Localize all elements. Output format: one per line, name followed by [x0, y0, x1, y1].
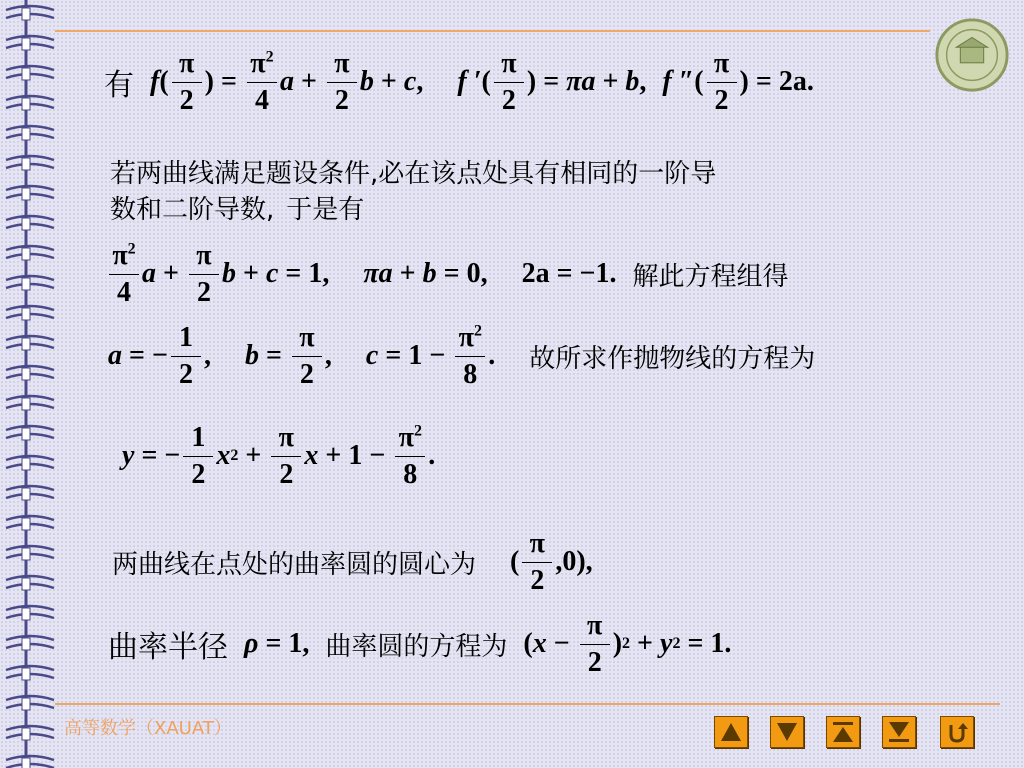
- condition-paragraph-line1: 若两曲线满足题设条件,必在该点处具有相同的一阶导: [110, 159, 717, 189]
- derivative-values-line: 有 f ( $\frac{\pi}{2}$ ) = $\frac{\pi^2}{4}$ a + $\frac{\pi}{2}$ b + c , f ′ ( $\frac{\pi}{2}$ ) = πa + b , f ″ ( $\frac{\pi}{2}$ ) = 2a .: [104, 47, 814, 116]
- fraction-pi-over-2: $\frac{\pi}{2}$: [327, 50, 357, 115]
- return-button[interactable]: [940, 716, 974, 748]
- triangle-down-icon: [775, 721, 799, 743]
- first-page-button[interactable]: [826, 716, 860, 748]
- circle-eq-text: 曲率圆的方程为: [325, 631, 508, 662]
- radius-text: 曲率半径: [108, 630, 228, 665]
- curvature-circle-line: 曲率半径 ρ = 1, 曲率圆的方程为 ( x − $\frac{\pi}{2}$ ) 2 + y 2 = 1.: [108, 609, 732, 678]
- fraction-pi-over-2: $\frac{\pi}{2}$: [494, 50, 524, 115]
- fraction-pi-over-2: $\frac{\pi}{2}$: [707, 50, 737, 115]
- prev-page-button[interactable]: [714, 716, 748, 748]
- fraction-pi-over-2: $\frac{\pi}{2}$: [271, 424, 301, 489]
- solution-line: a = − $\frac{1}{2}$ , b = $\frac{\pi}{2}$ , c = 1 − $\frac{\pi^2}{8}$ . 故所求作抛物线的方程为: [108, 321, 816, 390]
- triangle-up-icon: [719, 721, 743, 743]
- fraction-pi-over-2: $\frac{\pi}{2}$: [522, 530, 552, 595]
- solve-text: 解此方程组得: [632, 261, 789, 292]
- triangle-down-bar-icon: [887, 721, 911, 743]
- bar-triangle-up-icon: [831, 721, 855, 743]
- curvature-center-line: 两曲线在点处的曲率圆的圆心为 ( $\frac{\pi}{2}$ ,0),: [112, 527, 593, 596]
- you-text: 有: [104, 68, 134, 103]
- fraction-pi-sq-over-8: $\frac{\pi^2}{8}$: [395, 424, 425, 489]
- fraction-1-over-2: $\frac{1}{2}$: [183, 424, 213, 489]
- fraction-pi-sq-over-4: $\frac{\pi^2}{4}$: [247, 50, 277, 115]
- next-page-button[interactable]: [770, 716, 804, 748]
- fraction-pi-sq-over-8: $\frac{\pi^2}{8}$: [455, 324, 485, 389]
- condition-paragraph-line2: 数和二阶导数, 于是有: [110, 195, 365, 225]
- fraction-pi-over-2: $\frac{\pi}{2}$: [292, 324, 322, 389]
- fraction-1-over-2: $\frac{1}{2}$: [171, 324, 201, 389]
- fraction-pi-over-2: $\frac{\pi}{2}$: [580, 612, 610, 677]
- therefore-text: 故所求作抛物线的方程为: [529, 343, 816, 374]
- parabola-equation-line: y = − $\frac{1}{2}$ x 2 + $\frac{\pi}{2}$ x + 1 − $\frac{\pi^2}{8}$ .: [122, 421, 436, 490]
- fraction-pi-sq-over-4: $\frac{\pi^2}{4}$: [109, 242, 139, 307]
- course-title: 高等数学（XAUAT）: [64, 718, 232, 739]
- equation-system-line: $\frac{\pi^2}{4}$ a + $\frac{\pi}{2}$ b + c = 1, πa + b = 0, 2a = −1. 解此方程组得: [106, 236, 789, 312]
- center-text: 两曲线在点处的曲率圆的圆心为: [112, 549, 477, 580]
- last-page-button[interactable]: [882, 716, 916, 748]
- u-turn-icon: [945, 721, 969, 743]
- fraction-pi-over-2: $\frac{\pi}{2}$: [172, 50, 202, 115]
- fraction-pi-over-2: $\frac{\pi}{2}$: [189, 242, 219, 307]
